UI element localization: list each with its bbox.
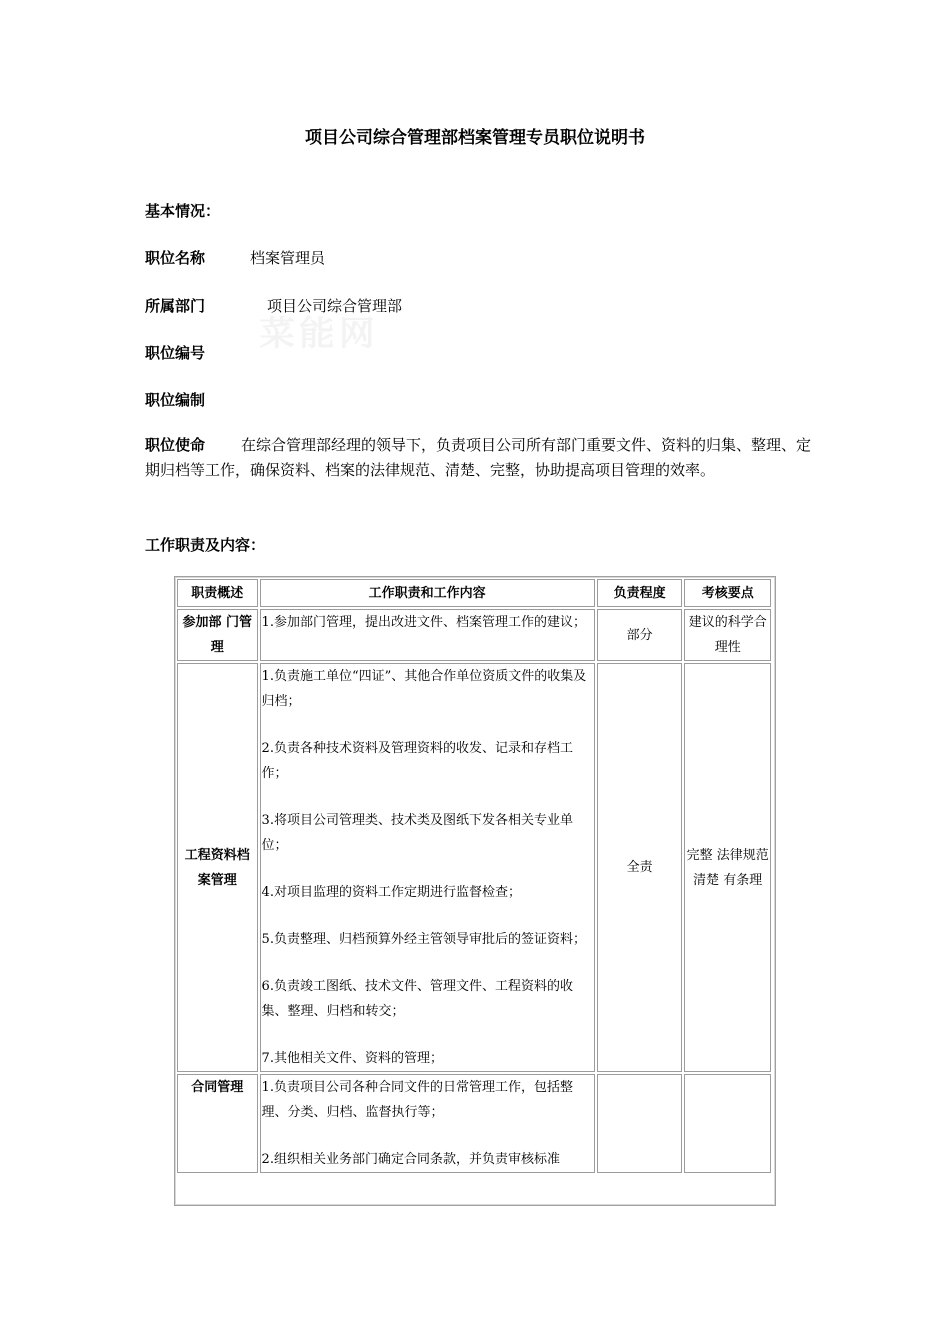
mission-value: 在综合管理部经理的领导下，负责项目公司所有部门重要文件、资料的归集、整理、定期归档等工作，确保资料、档案的法律规范、清楚、完整，协助提高项目管理的效率。 xyxy=(145,436,812,479)
duty-item: 2.负责各种技术资料及管理资料的收发、记录和存档工作； xyxy=(261,741,573,781)
table-header-row xyxy=(177,579,771,607)
duty-item: 7.其他相关文件、资料的管理； xyxy=(261,1051,443,1066)
mission-label: 职位使命 xyxy=(145,436,206,454)
row-kpi xyxy=(684,1074,771,1173)
position-code-row xyxy=(145,342,205,363)
row-content xyxy=(260,609,595,661)
mission-paragraph xyxy=(145,433,820,483)
duty-item: 3.将项目公司管理类、技术类及图纸下发各相关专业单位； xyxy=(261,813,573,853)
row-content xyxy=(260,1074,595,1173)
watermark: 菜能网 xyxy=(259,314,379,354)
row-kpi: 建议的科学合理性 xyxy=(684,609,771,661)
position-staffing-row xyxy=(145,389,205,410)
table-row xyxy=(177,1074,771,1173)
position-staffing-label: 职位编制 xyxy=(145,391,206,409)
duty-item: 1.负责项目公司各种合同文件的日常管理工作，包括整理、分类、归档、监督执行等； xyxy=(261,1080,573,1120)
duty-item: 5.负责整理、归档预算外经主管领导审批后的签证资料； xyxy=(261,932,586,947)
duty-item: 6.负责竣工图纸、技术文件、管理文件、工程资料的收集、整理、归档和转交； xyxy=(261,979,573,1019)
header-level: 负责程度 xyxy=(597,579,683,607)
row-content xyxy=(260,663,595,1072)
position-name-value: 档案管理员 xyxy=(250,249,326,267)
row-level: 全责 xyxy=(597,663,683,1072)
table-row xyxy=(177,609,771,661)
duty-item: 4.对项目监理的资料工作定期进行监督检查； xyxy=(261,885,521,900)
document-title: 项目公司综合管理部档案管理专员职位说明书 xyxy=(305,128,645,148)
position-name-label: 职位名称 xyxy=(145,249,206,267)
department-value: 项目公司综合管理部 xyxy=(267,297,403,315)
duty-item: 1.负责施工单位“四证”、其他合作单位资质文件的收集及归档； xyxy=(261,669,587,709)
header-summary: 职责概述 xyxy=(177,579,258,607)
table-row xyxy=(177,663,771,1072)
position-code-label: 职位编号 xyxy=(145,344,206,362)
position-name-row xyxy=(145,247,326,268)
duty-item: 2.组织相关业务部门确定合同条款，并负责审核标准 xyxy=(261,1152,560,1167)
row-level: 部分 xyxy=(597,609,683,661)
row-summary: 参加部 门管理 xyxy=(177,609,258,661)
row-level xyxy=(597,1074,683,1173)
row-summary: 合同管理 xyxy=(177,1074,258,1173)
basic-info-heading: 基本情况： xyxy=(145,202,221,220)
department-label: 所属部门 xyxy=(145,297,206,315)
duty-item: 1.参加部门管理，提出改进文件、档案管理工作的建议； xyxy=(261,615,586,630)
row-summary: 工程资料档案管理 xyxy=(177,663,258,1072)
duties-heading: 工作职责及内容： xyxy=(145,536,266,554)
duties-table xyxy=(175,577,773,1175)
header-content: 工作职责和工作内容 xyxy=(260,579,595,607)
department-row xyxy=(145,295,403,316)
row-kpi: 完整 法律规范 清楚 有条理 xyxy=(684,663,771,1072)
duties-table-frame xyxy=(174,576,776,1206)
header-kpi: 考核要点 xyxy=(684,579,771,607)
